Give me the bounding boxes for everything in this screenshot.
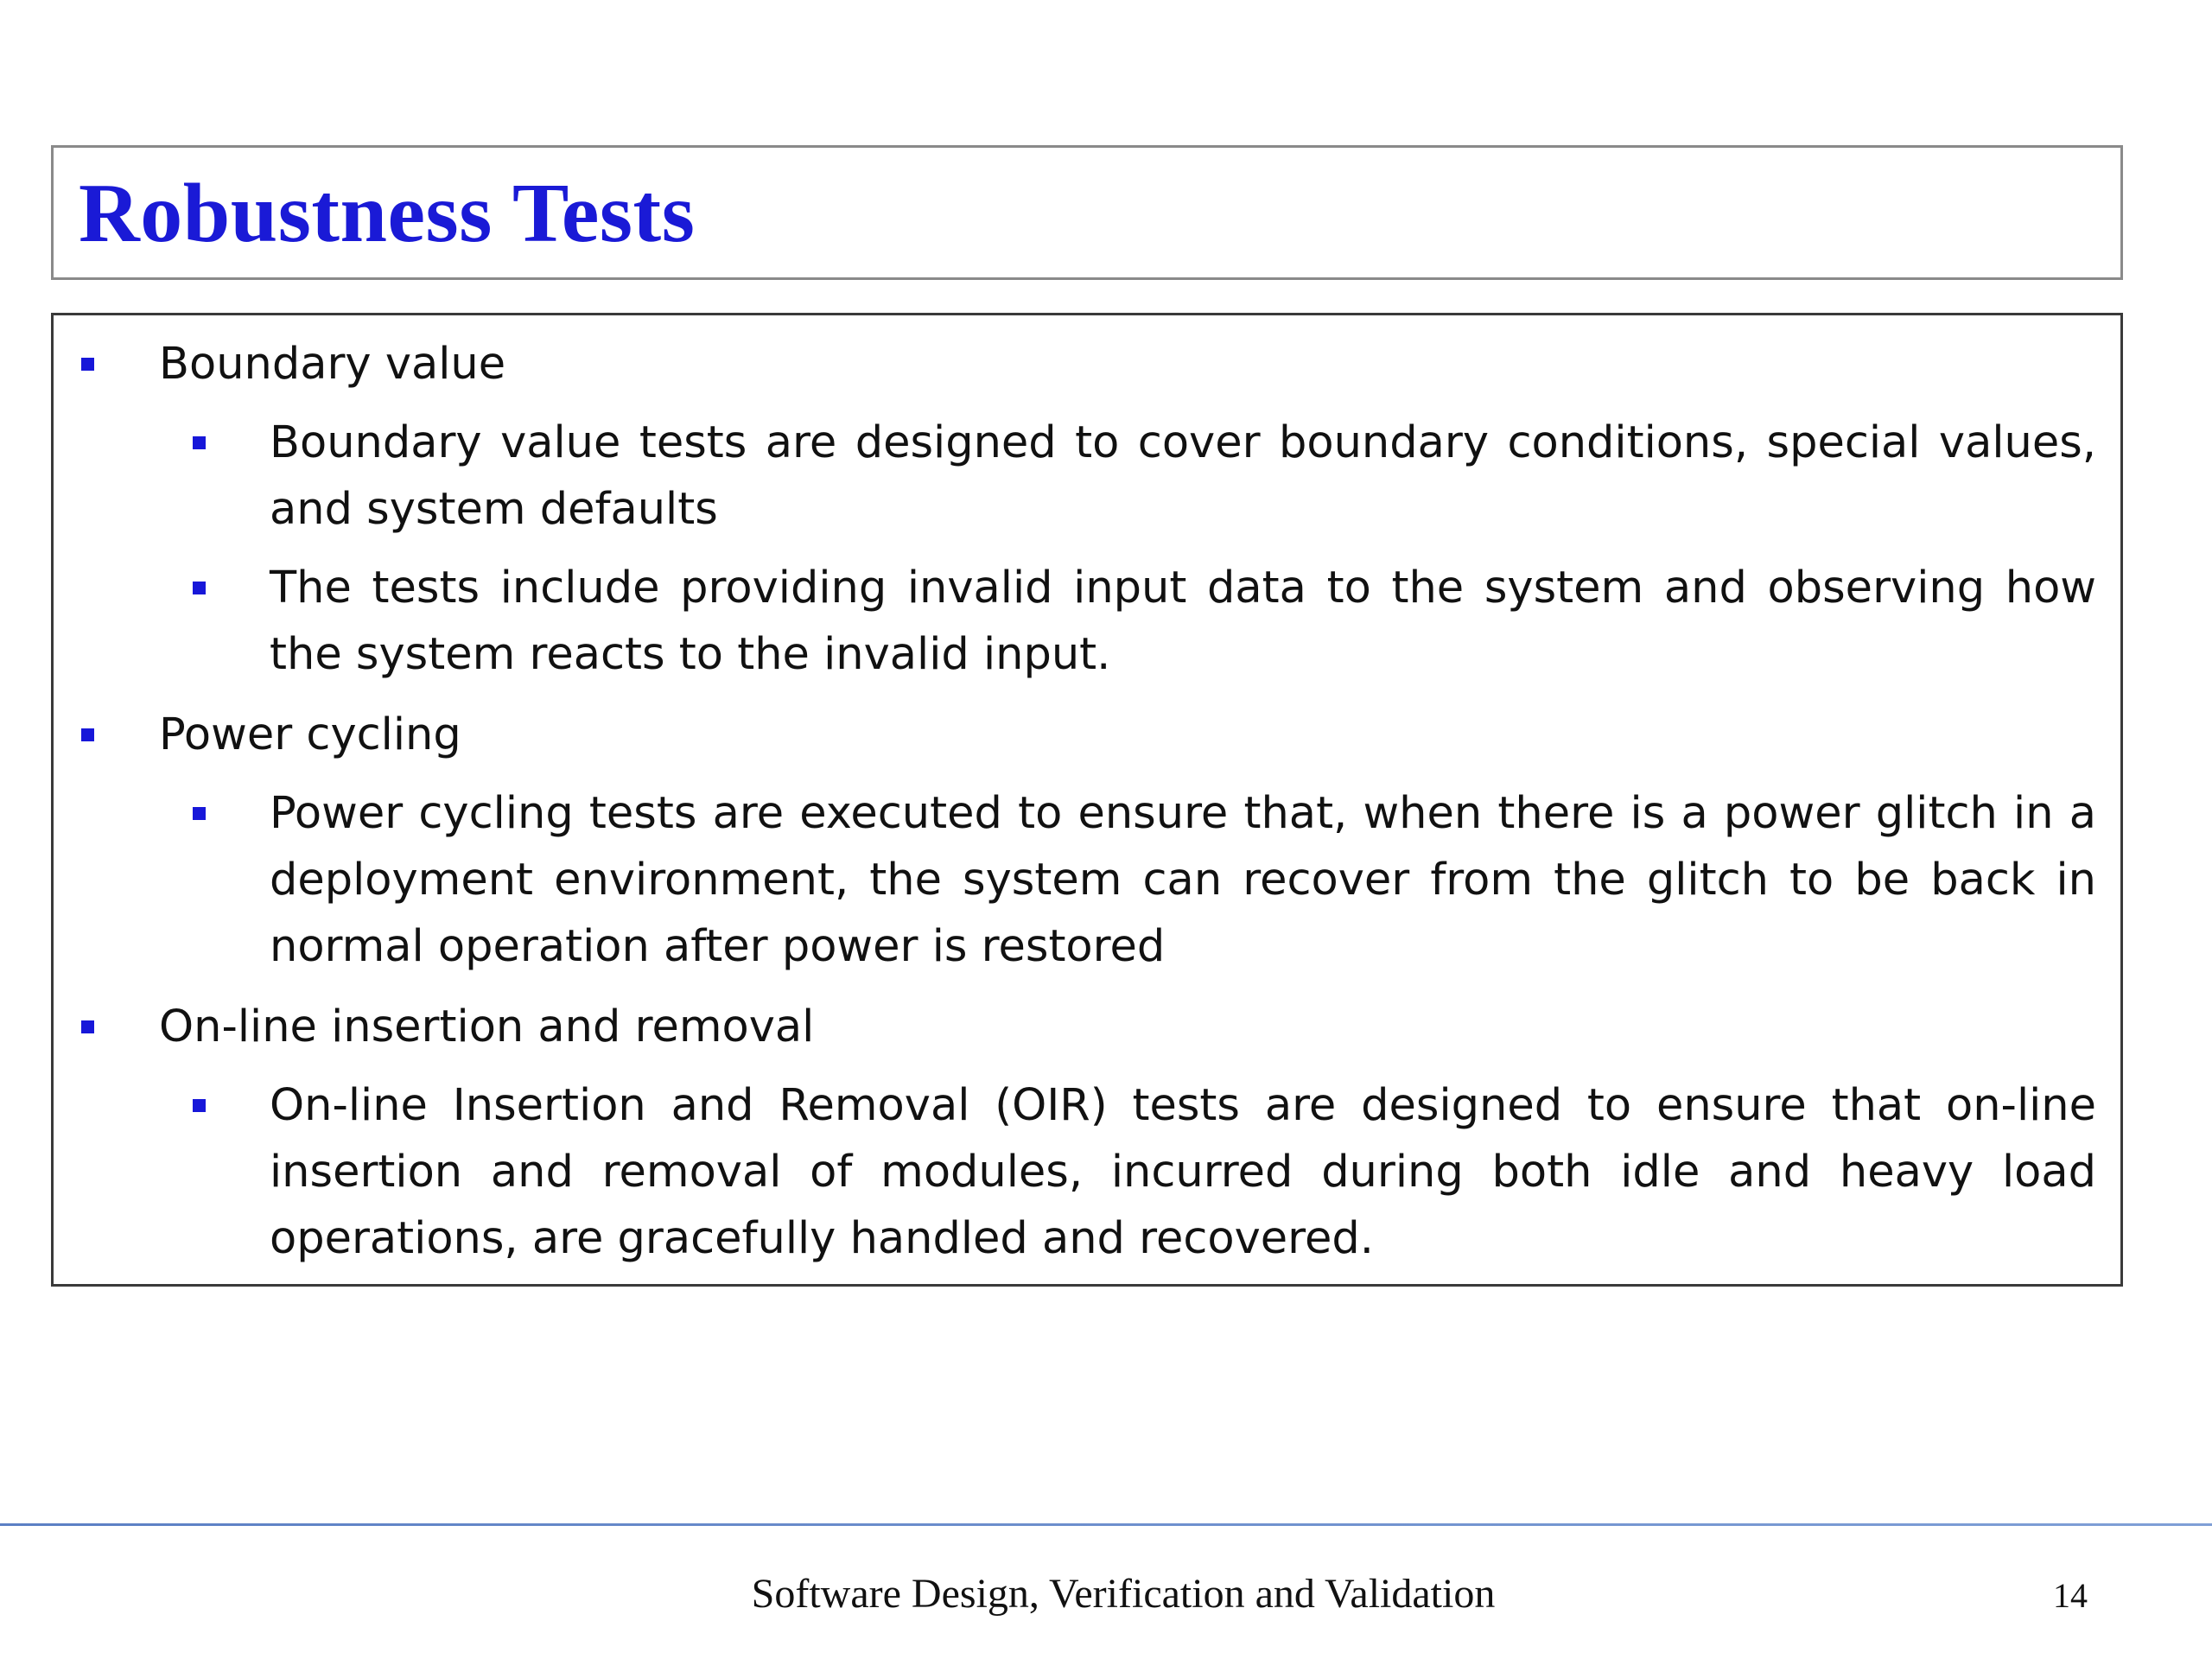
subbullet-text: Power cycling tests are executed to ensure that, when there is a power glitch in a deployment environment, the system can recover from the glitch to be back in normal operation after power is restored	[270, 788, 2096, 972]
footer-course-title: Software Design, Verification and Validation	[751, 1571, 1496, 1617]
subbullet-text: The tests include providing invalid input data to the system and observing how the system reacts to the invalid input.	[270, 563, 2096, 680]
subbullet-text: On-line Insertion and Removal (OIR) tests are designed to ensure that on-line insertion and removal of modules, incurred during both idle and heavy load operations, are gracefully handled and recovered.	[270, 1080, 2096, 1264]
bullet-list	[54, 331, 2120, 1272]
slide-content-box	[51, 313, 2123, 1287]
page-number: 14	[2053, 1576, 2088, 1615]
subbullet-power-cycling-tests	[54, 780, 2120, 980]
subbullet-invalid-input	[54, 555, 2120, 688]
subbullet-oir-tests	[54, 1072, 2120, 1272]
bullet-text: Boundary value	[159, 339, 506, 390]
square-bullet-icon	[193, 807, 206, 820]
slide-title-box	[51, 145, 2123, 280]
bullet-power-cycling	[54, 702, 2120, 768]
subbullet-text: Boundary value tests are designed to cover boundary conditions, special values, and system defaults	[270, 417, 2096, 535]
subbullet-boundary-value-tests	[54, 410, 2120, 543]
square-bullet-icon	[81, 728, 94, 741]
square-bullet-icon	[81, 358, 94, 371]
square-bullet-icon	[193, 1099, 206, 1112]
bullet-online-insertion-removal	[54, 994, 2120, 1060]
bullet-boundary-value	[54, 331, 2120, 397]
footer-rule	[0, 1523, 2212, 1526]
slide-title: Robustness Tests	[79, 167, 696, 260]
square-bullet-icon	[193, 436, 206, 449]
bullet-text: On-line insertion and removal	[159, 1001, 815, 1052]
bullet-text: Power cycling	[159, 709, 461, 760]
square-bullet-icon	[81, 1020, 94, 1033]
square-bullet-icon	[193, 582, 206, 594]
